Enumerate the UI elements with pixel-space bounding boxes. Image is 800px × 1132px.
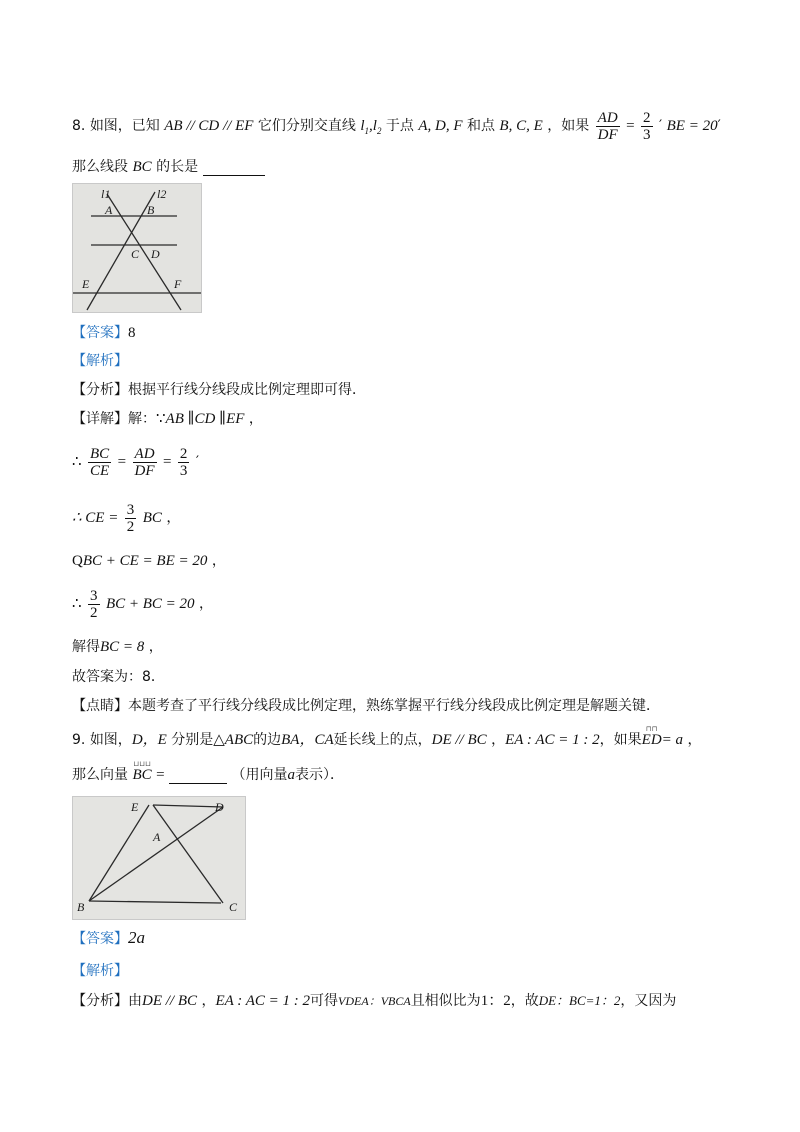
analysis-tag: 【解析】 [72,353,128,369]
line-bc [89,901,221,903]
q8-line-l1: $l_1,l_2$ [360,118,382,136]
label-a: A [105,203,113,217]
xiangjie-expr: AB ∥CD ∥EF [165,411,245,427]
q8-fraction-ad-df: $\frac{AD}{DF}$ [597,109,618,143]
label-c: C [131,247,140,261]
q8-fraction-value: $\frac{2}{3}$ [643,109,651,143]
q8-statement-line2: 那么线段 BC 的长是 [72,156,265,176]
q8-step-eq: ∴ $\frac{3}{2}$ BC + BC = 20 ， [72,587,213,621]
q8-points-2: B, C, E [499,118,543,134]
q9-analysis [72,960,128,980]
line-eb [89,805,149,901]
q9-statement-line1: 9. 如图，D，E 分别是△ABC的边BA，CA延长线上的点，DE // BC ，EA : AC = 1 : 2，如果 ⊓⊓ ED= a ， [72,725,702,748]
label-b: B [147,203,155,217]
q8-xiangjie: 【详解】解：∵AB ∥CD ∥EF ， [72,411,263,427]
q8-answer-blank [203,159,265,176]
q8-step-ratio: ∴ $\frac{BC}{CE}$ = $\frac{AD}{DF}$ = $\frac{2}{3}$ ′ [72,445,200,479]
q8-parallel-expr: AB // CD // EF [164,118,254,134]
q8-text: ，如果 [547,118,590,134]
q8-points-1: A, D, F [418,118,463,134]
answer-value: 8 [128,325,136,341]
label-f: F [174,277,182,291]
label-l2: l2 [157,187,167,201]
q9-statement-line2: 那么向量 ⊔⊔⊔ BC = （用向量a表示）． [72,760,344,783]
q8-number: 8. [72,118,86,134]
label-e: E [131,800,139,814]
answer-tag: 【答案】 [72,931,128,947]
q8-analysis [72,350,128,370]
q8-figure [72,183,202,313]
label-c: C [229,900,238,914]
q8-bc: BC [132,159,152,175]
q9-figure [72,796,246,920]
vector-bc: ⊔⊔⊔ BC [132,760,152,783]
q8-step-solve: 解得BC = 8 ， [72,639,163,655]
label-e: E [82,277,90,291]
q8-text: 如图，已知 [89,118,160,134]
line-ec [153,805,223,903]
answer-tag: 【答案】 [72,325,128,341]
label-d: D [215,800,224,814]
fenxi-tag: 【分析】 [72,382,128,398]
q8-answer [72,322,136,342]
label-l1: l1 [101,187,111,201]
q8-step-sum: QBC + CE = BE = 20 ， [72,553,226,569]
dianjing-tag: 【点睛】 [72,698,128,714]
q8-be-value: BE = 20 [666,118,718,134]
label-b: B [77,900,85,914]
q8-text: 和点 [466,118,495,134]
q9-answer-blank [169,767,227,784]
vector-ed: ⊓⊓ ED [641,725,662,748]
xiangjie-tag: 【详解】 [72,411,128,427]
q8-final-answer: 故答案为：8． [72,669,165,685]
q8-text: 它们分别交直线 [257,118,356,134]
label-d: D [151,247,160,261]
q9-answer [72,928,145,948]
q8-dianjing: 【点睛】本题考查了平行线分线段成比例定理，熟练掌握平行线分线段成比例定理是解题关键． [72,698,660,714]
q8-statement-line1: 8. 如图，已知 AB // CD // EF 它们分别交直线 $l_1,l_2$ 于点 A, D, F 和点 B, C, E ，如果 $\frac{AD}{DF}$ = $\frac{2}{3}$ ′ BE = 20′ [72,109,721,143]
q9-number: 9. [72,732,86,748]
label-a: A [153,830,161,844]
q8-step-ce: ∴ CE = $\frac{3}{2}$ BC ， [72,501,181,535]
q9-fenxi: 【分析】由DE // BC ，EA : AC = 1 : 2可得VDEA：VBCA且相似比为1：2，故DE：BC=1：2，又因为 [72,993,677,1009]
answer-value: 2a [128,928,145,947]
q8-text: 于点 [385,118,414,134]
q8-fenxi: 【分析】根据平行线分线段成比例定理即可得． [72,382,366,398]
q9-triangle: △ABC [213,732,254,748]
line-l2 [87,192,155,310]
analysis-tag: 【解析】 [72,963,128,979]
line-db [89,807,223,901]
fenxi-tag: 【分析】 [72,993,128,1009]
line-dc [221,807,223,903]
line-ed [153,805,223,807]
